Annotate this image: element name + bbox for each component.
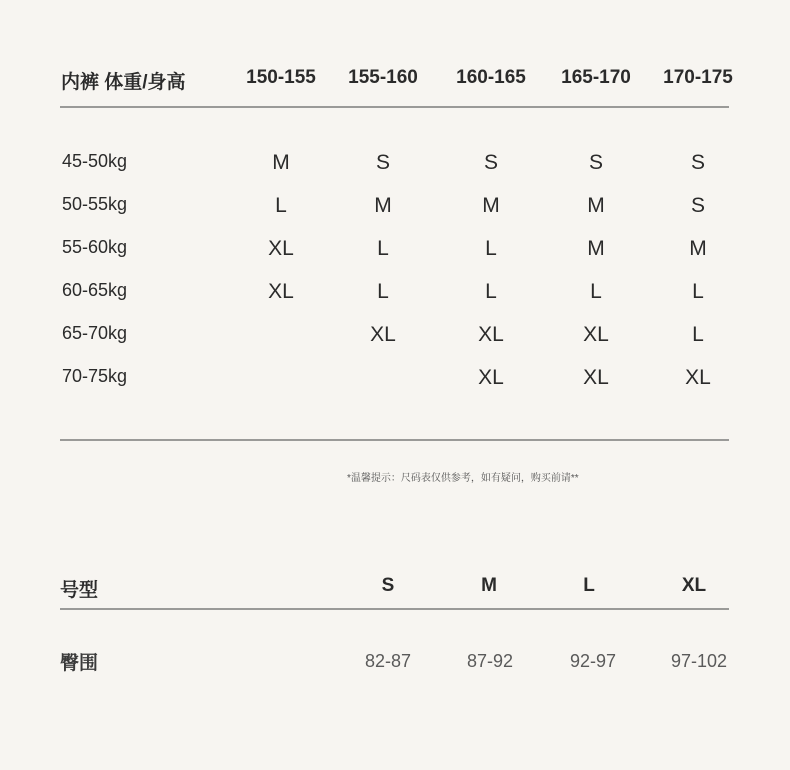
weight-label: 45-50kg (62, 151, 128, 171)
size-cell: L (692, 323, 704, 346)
weight-label: 70-75kg (62, 366, 128, 386)
size-cell: XL (370, 323, 396, 346)
header-divider (60, 106, 729, 108)
size-cell: M (587, 237, 605, 260)
size-cell: M (482, 194, 500, 217)
size-type-label: 号型 (60, 580, 99, 601)
size-cell: M (374, 194, 392, 217)
size-cell: XL (268, 237, 294, 260)
hip-value-m: 87-92 (466, 651, 514, 671)
size-cell: L (377, 237, 389, 260)
hip-value-xl: 97-102 (670, 651, 728, 671)
size-cell: L (485, 280, 497, 303)
size-header-xl: XL (681, 575, 707, 596)
size-table-corner-label: 内裤 体重/身高 (61, 72, 186, 93)
height-header-4: 165-170 (561, 67, 631, 88)
size-cell: XL (478, 366, 504, 389)
height-header-1: 150-155 (246, 67, 316, 88)
size-cell: M (689, 237, 707, 260)
size-header-m: M (481, 575, 497, 596)
size-cell: S (690, 151, 706, 174)
hip-value-l: 92-97 (569, 651, 617, 671)
size-cell: XL (478, 323, 504, 346)
size-header-l: L (583, 575, 595, 596)
weight-label: 65-70kg (62, 323, 128, 343)
size-cell: L (377, 280, 389, 303)
size-cell: XL (685, 366, 711, 389)
hip-label: 臀围 (60, 653, 99, 674)
hip-value-s: 82-87 (364, 651, 412, 671)
height-header-2: 155-160 (348, 67, 418, 88)
size-cell: L (485, 237, 497, 260)
size-reference-note: *温馨提示：尺码表仅供参考，如有疑问，购买前请** (347, 473, 579, 484)
weight-label: 60-65kg (62, 280, 128, 300)
size-header-divider (60, 608, 729, 610)
weight-label: 50-55kg (62, 194, 128, 214)
size-cell: S (588, 151, 604, 174)
size-cell: XL (583, 366, 609, 389)
size-cell: S (375, 151, 391, 174)
height-header-5: 170-175 (663, 67, 733, 88)
height-header-3: 160-165 (456, 67, 526, 88)
size-header-s: S (381, 575, 395, 596)
size-cell: XL (268, 280, 294, 303)
size-cell: L (692, 280, 704, 303)
size-cell: L (275, 194, 287, 217)
weight-label: 55-60kg (62, 237, 128, 257)
size-cell: L (590, 280, 602, 303)
size-cell: XL (583, 323, 609, 346)
size-cell: M (272, 151, 290, 174)
size-cell: S (690, 194, 706, 217)
size-cell: M (587, 194, 605, 217)
size-cell: S (483, 151, 499, 174)
table-bottom-divider (60, 439, 729, 441)
